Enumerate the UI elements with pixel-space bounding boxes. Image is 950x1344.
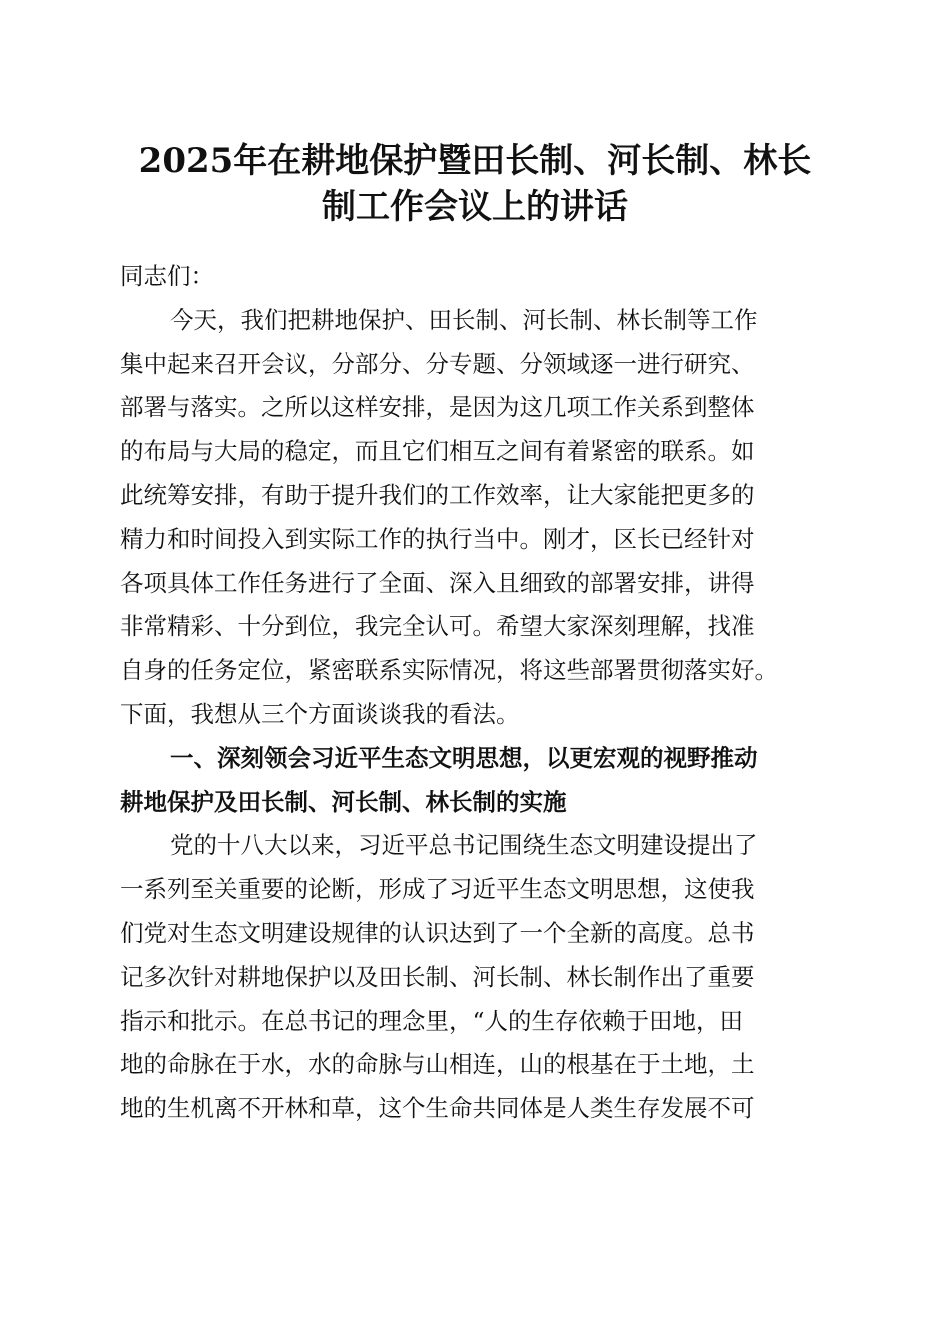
paragraph-line: 下面，我想从三个方面谈谈我的看法。: [120, 699, 520, 728]
document-title: [110, 138, 840, 230]
paragraph-line: 非常精彩、十分到位，我完全认可。希望大家深刻理解，找准: [120, 612, 755, 641]
paragraph-line: 地的生机离不开林和草，这个生命共同体是人类生存发展不可: [120, 1094, 755, 1123]
paragraph-line: 的布局与大局的稳定，而且它们相互之间有着紧密的联系。如: [120, 437, 755, 466]
paragraph-line: 部署与落实。之所以这样安排，是因为这几项工作关系到整体: [120, 393, 755, 422]
paragraph-line: 此统筹安排，有助于提升我们的工作效率，让大家能把更多的: [120, 480, 755, 509]
paragraph-line: 指示和批示。在总书记的理念里，“人的生存依赖于田地，田: [120, 1006, 744, 1035]
title-line: 制工作会议上的讲话: [322, 187, 628, 227]
paragraph-line: 精力和时间投入到实际工作的执行当中。刚才，区长已经针对: [120, 524, 755, 553]
paragraph-line: 集中起来召开会议，分部分、分专题、分领域逐一进行研究、: [120, 349, 755, 378]
paragraph-line: 地的命脉在于水，水的命脉与山相连，山的根基在于土地，土: [120, 1050, 755, 1079]
paragraph-line: 记多次针对耕地保护以及田长制、河长制、林长制作出了重要: [120, 962, 755, 991]
section-heading-line: 耕地保护及田长制、河长制、林长制的实施: [120, 787, 567, 816]
title-line: 2025年在耕地保护暨田长制、河长制、林长: [138, 141, 812, 181]
paragraph-line: 党的十八大以来，习近平总书记围绕生态文明建设提出了: [170, 831, 758, 860]
paragraph-line: 们党对生态文明建设规律的认识达到了一个全新的高度。总书: [120, 918, 755, 947]
document-body: [120, 255, 840, 1131]
paragraph-line: 各项具体工作任务进行了全面、深入且细致的部署安排，讲得: [120, 568, 755, 597]
paragraph-line: 自身的任务定位，紧密联系实际情况，将这些部署贯彻落实好。: [120, 656, 778, 685]
paragraph-line: 一系列至关重要的论断，形成了习近平生态文明思想，这使我: [120, 875, 755, 904]
paragraph-line: 今天，我们把耕地保护、田长制、河长制、林长制等工作: [170, 305, 758, 334]
section-heading-line: 一、深刻领会习近平生态文明思想，以更宏观的视野推动: [170, 743, 758, 772]
greeting: 同志们：: [120, 262, 214, 290]
